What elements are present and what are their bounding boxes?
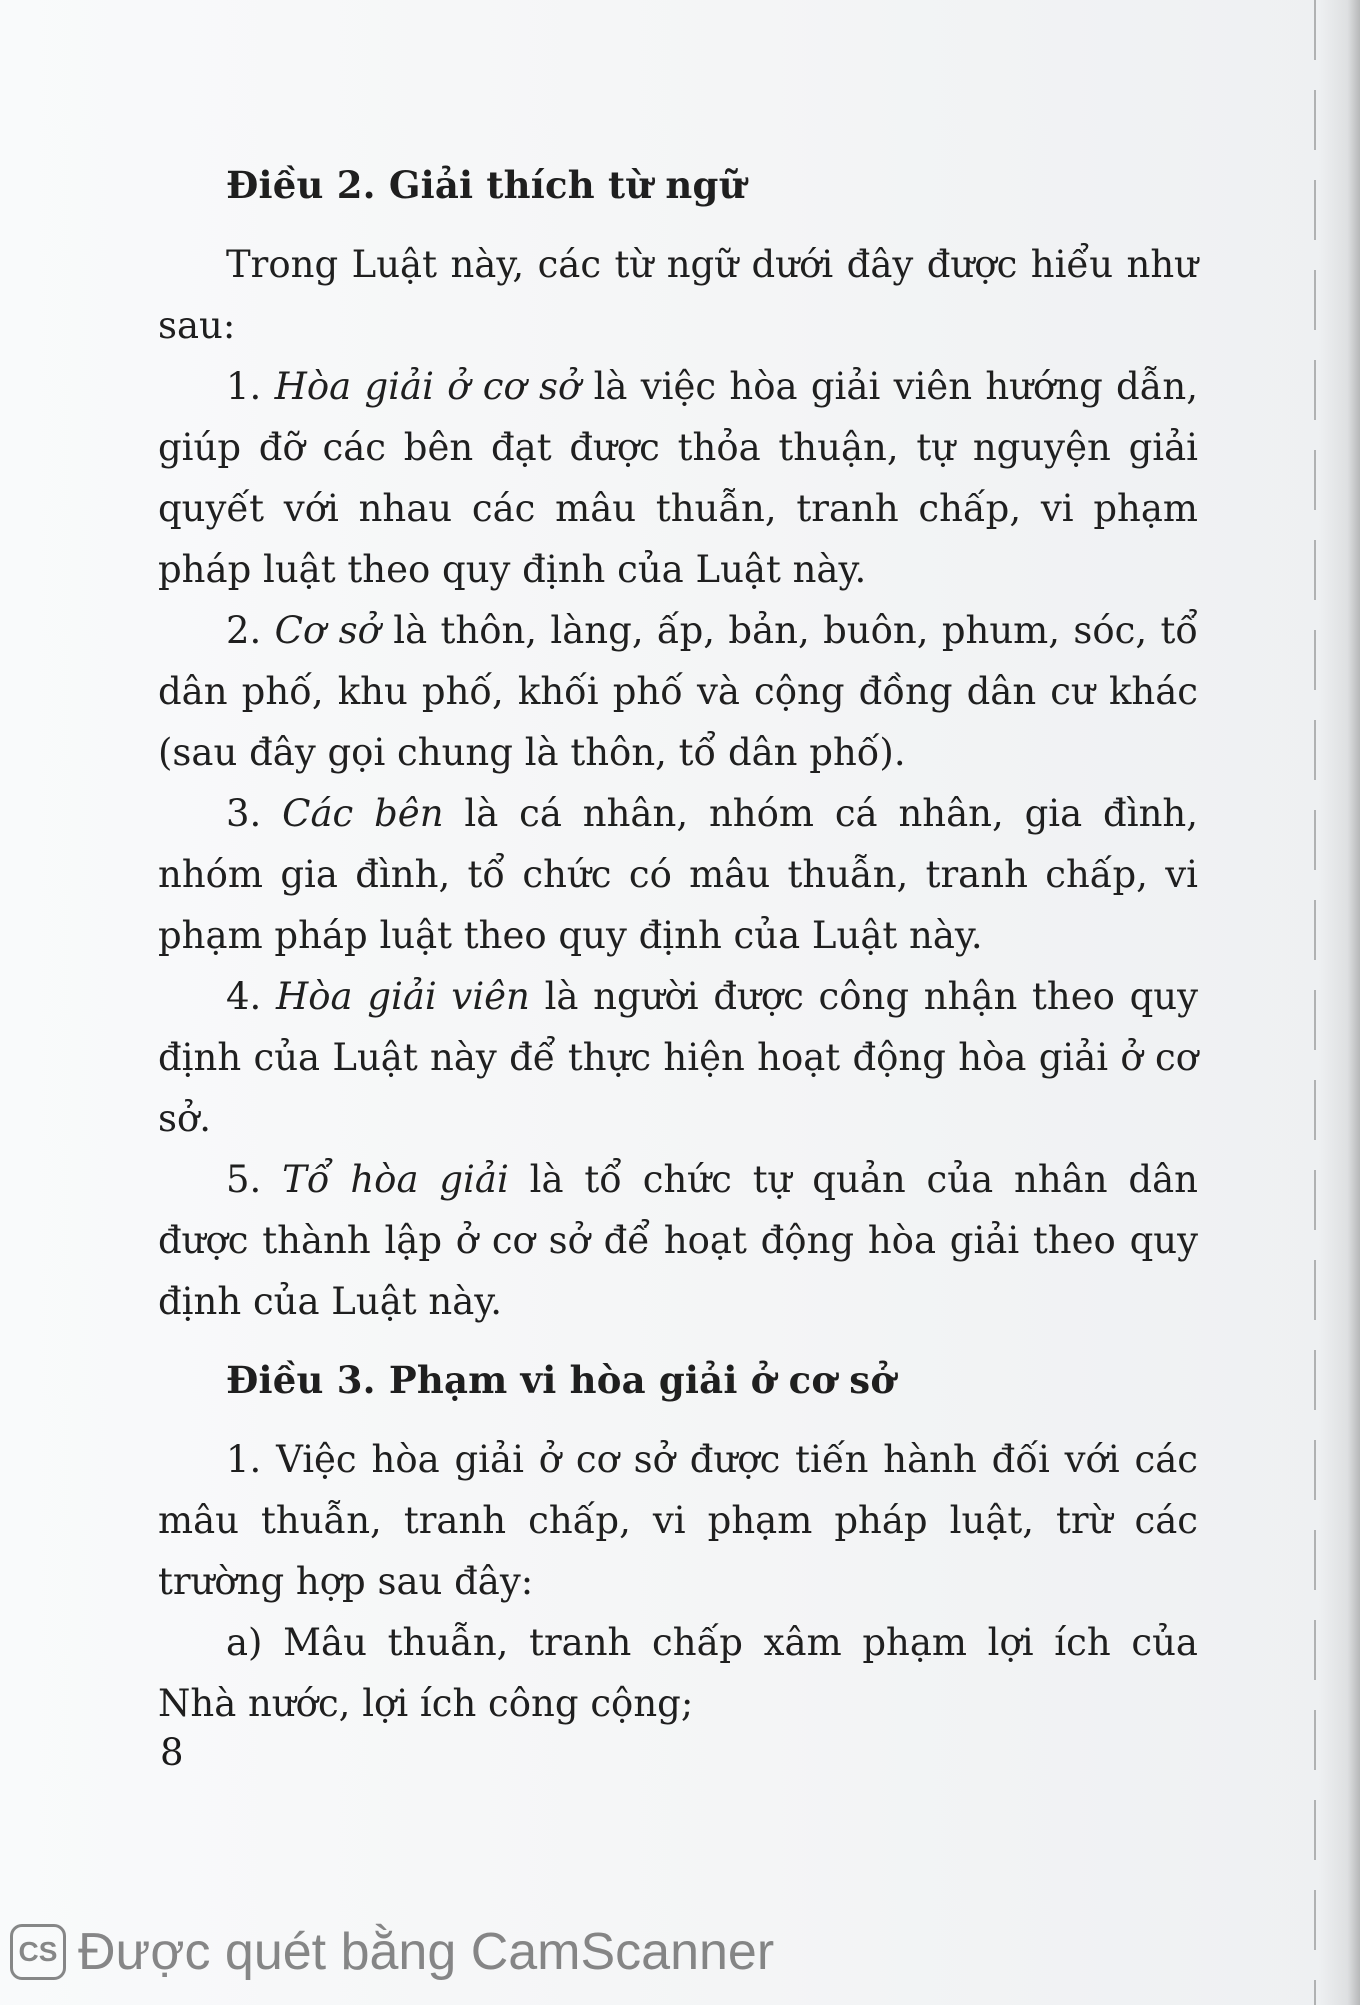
definition-item-2 xyxy=(158,600,1198,783)
defined-term: Cơ sở xyxy=(274,609,380,652)
item-number: 4. xyxy=(226,975,262,1018)
defined-term: Hòa giải viên xyxy=(276,975,530,1018)
defined-term: Tổ hòa giải xyxy=(282,1158,509,1201)
page-edge-line xyxy=(1314,0,1316,2005)
document-body xyxy=(158,155,1198,1734)
definition-text: là tổ chức tự quản của nhân dân được thành lập ở cơ sở để hoạt động hòa giải theo quy định của Luật này. xyxy=(158,1158,1198,1323)
definition-text: là người được công nhận theo quy định của Luật này để thực hiện hoạt động hòa giải ở cơ sở. xyxy=(158,975,1198,1140)
article-2-heading: Điều 2. Giải thích từ ngữ xyxy=(226,163,746,207)
definition-text: là thôn, làng, ấp, bản, buôn, phum, sóc, tổ dân phố, khu phố, khối phố và cộng đồng dân cư khác (sau đây gọi chung là thôn, tổ dân phố). xyxy=(158,609,1198,774)
definition-text: là việc hòa giải viên hướng dẫn, giúp đỡ các bên đạt được thỏa thuận, tự nguyện giải quyết với nhau các mâu thuẫn, tranh chấp, vi phạm pháp luật theo quy định của Luật này. xyxy=(158,365,1198,591)
camscanner-watermark xyxy=(10,1920,774,1984)
item-number: 5. xyxy=(226,1158,262,1201)
item-number: 2. xyxy=(226,609,262,652)
item-number: 1. xyxy=(226,365,262,408)
defined-term: Hòa giải ở cơ sở xyxy=(274,365,581,408)
article-3-paragraph-1: 1. Việc hòa giải ở cơ sở được tiến hành đối với các mâu thuẫn, tranh chấp, vi phạm pháp luật, trừ các trường hợp sau đây: xyxy=(158,1438,1198,1603)
definition-item-1 xyxy=(158,356,1198,600)
watermark-text: Được quét bằng CamScanner xyxy=(78,1923,775,1981)
defined-term: Các bên xyxy=(282,792,444,835)
camscanner-logo-icon: CS xyxy=(10,1924,66,1980)
page-number: 8 xyxy=(160,1731,184,1774)
page-edge-shadow xyxy=(1318,0,1360,2005)
article-3-item-a: a) Mâu thuẫn, tranh chấp xâm phạm lợi ích của Nhà nước, lợi ích công cộng; xyxy=(158,1621,1198,1725)
definition-item-5 xyxy=(158,1149,1198,1332)
article-2-intro: Trong Luật này, các từ ngữ dưới đây được hiểu như sau: xyxy=(158,243,1198,347)
article-3-heading: Điều 3. Phạm vi hòa giải ở cơ sở xyxy=(226,1358,896,1402)
definition-item-3 xyxy=(158,783,1198,966)
item-number: 3. xyxy=(226,792,262,835)
definition-text: là cá nhân, nhóm cá nhân, gia đình, nhóm gia đình, tổ chức có mâu thuẫn, tranh chấp, vi phạm pháp luật theo quy định của Luật này. xyxy=(158,792,1198,957)
definition-item-4 xyxy=(158,966,1198,1149)
